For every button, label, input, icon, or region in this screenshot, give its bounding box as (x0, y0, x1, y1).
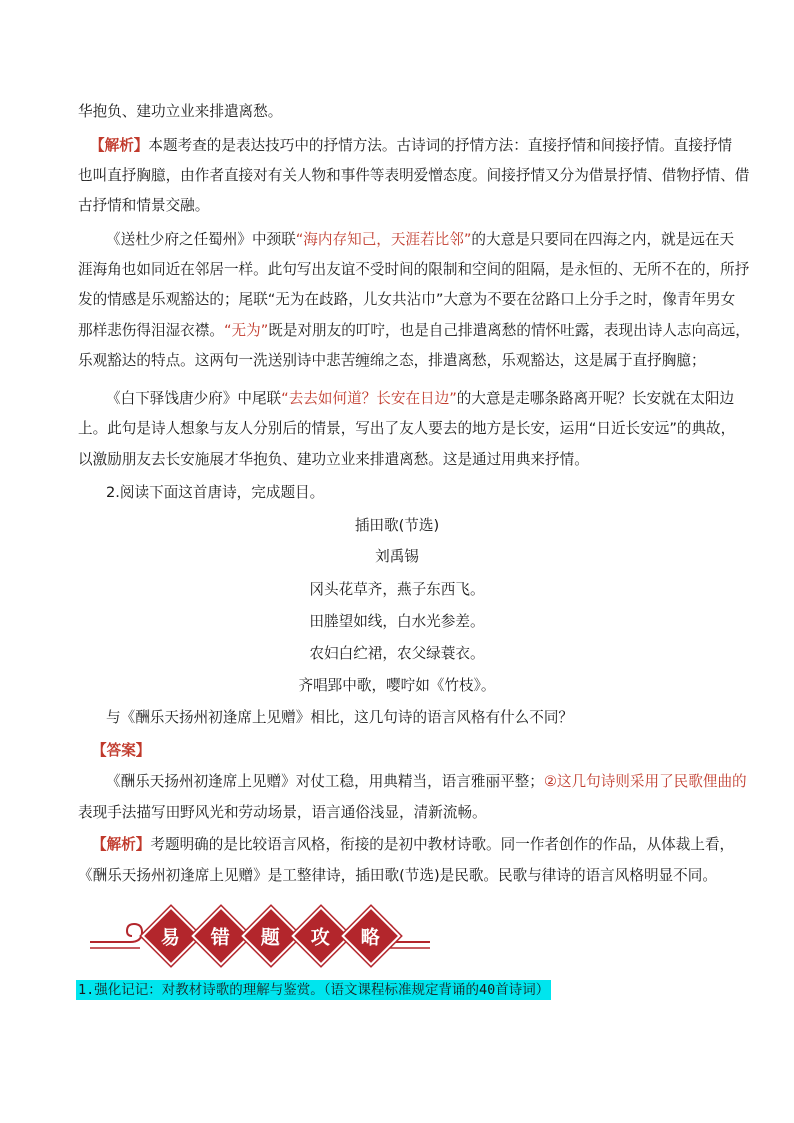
analysis-line: 【解析】本题考查的是表达技巧中的抒情方法。古诗词的抒情方法：直接抒情和间接抒情。直接抒情 (90, 137, 733, 154)
banner-badge: 略 (341, 906, 400, 965)
poem-line: 冈头花草齐，燕子东西飞。 (309, 581, 485, 598)
poem-line: 田塍望如线，白水光参差。 (309, 613, 485, 630)
paragraph-line: 《白下驿饯唐少府》中尾联“去去如何道？长安在日边”的大意是走哪条路离开呢？长安就在太阳边 (106, 390, 735, 407)
banner-badge: 错 (191, 906, 250, 965)
question-heading: 2.阅读下面这首唐诗，完成题目。 (106, 484, 325, 501)
banner-badge: 攻 (291, 906, 350, 965)
banner-badge: 易 (141, 906, 200, 965)
paragraph-line: 上。此句是诗人想象与友人分别后的情景，写出了友人要去的地方是长安，运用“日近长安远”的典故， (78, 420, 736, 437)
banner-badge: 题 (241, 906, 300, 965)
analysis-line: 【解析】考题明确的是比较语言风格，衔接的是初中教材诗歌。同一作者创作的作品，从体裁上看， (92, 836, 735, 853)
poem-author: 刘禹锡 (375, 548, 419, 565)
section-banner (150, 915, 392, 957)
paragraph-line: 华抱负、建功立业来排遣离愁。 (78, 103, 283, 120)
analysis-tag: 【解析】 (90, 137, 149, 154)
paragraph-line: 也叫直抒胸臆，由作者直接对有关人物和事件等表明爱憎态度。间接抒情又分为借景抒情、借物抒情、借 (78, 167, 750, 184)
answer-line: 《酬乐天扬州初逢席上见赠》对仗工稳，用典精当，语言雅丽平整；②这几句诗则采用了民歌俚曲的 (106, 773, 747, 790)
paragraph-line: 涯海角也如同近在邻居一样。此句写出友谊不受时间的限制和空间的阻隔，是永恒的、无所不在的，所抒 (78, 261, 750, 278)
question-text: 与《酬乐天扬州初逢席上见赠》相比，这几句诗的语言风格有什么不同？ (106, 709, 574, 726)
answer-line: 表现手法描写田野风光和劳动场景，语言通俗浅显，清新流畅。 (78, 804, 487, 821)
paragraph-line: 发的情感是乐观豁达的；尾联“无为在歧路，儿女共沾巾”大意为不要在岔路口上分手之时，像青年男女 (78, 291, 736, 308)
poem-line: 齐唱郢中歌，嘤咛如《竹枝》。 (298, 677, 496, 694)
answer-tag: 【答案】 (92, 742, 151, 759)
poem-title: 插田歌(节选) (354, 517, 440, 534)
poem-line: 农妇白纻裙，农父绿蓑衣。 (309, 645, 485, 662)
paragraph-line: 乐观豁达的特点。这两句一洗送别诗中悲苦缠绵之态，排遣离愁，乐观豁达，这是属于直抒胸臆； (78, 352, 706, 369)
paragraph-line: 以激励朋友去长安施展才华抱负、建功立业来排遣离愁。这是通过用典来抒情。 (78, 451, 589, 468)
paragraph-line: 古抒情和情景交融。 (78, 197, 210, 214)
paragraph-line: 《送杜少府之任蜀州》中颈联“海内存知己，天涯若比邻”的大意是只要同在四海之内，就是远在天 (106, 231, 735, 248)
paragraph-line: 那样悲伤得泪湿衣襟。“无为”既是对朋友的叮咛，也是自己排遣离愁的情怀吐露，表现出诗人志向高远， (78, 322, 750, 339)
paragraph-line: 《酬乐天扬州初逢席上见赠》是工整律诗，插田歌(节选)是民歌。民歌与律诗的语言风格明显不同。 (78, 867, 717, 884)
highlighted-heading: 1.强化记记：对教材诗歌的理解与鉴赏。（语文课程标准规定背诵的40首诗词） (78, 982, 550, 998)
